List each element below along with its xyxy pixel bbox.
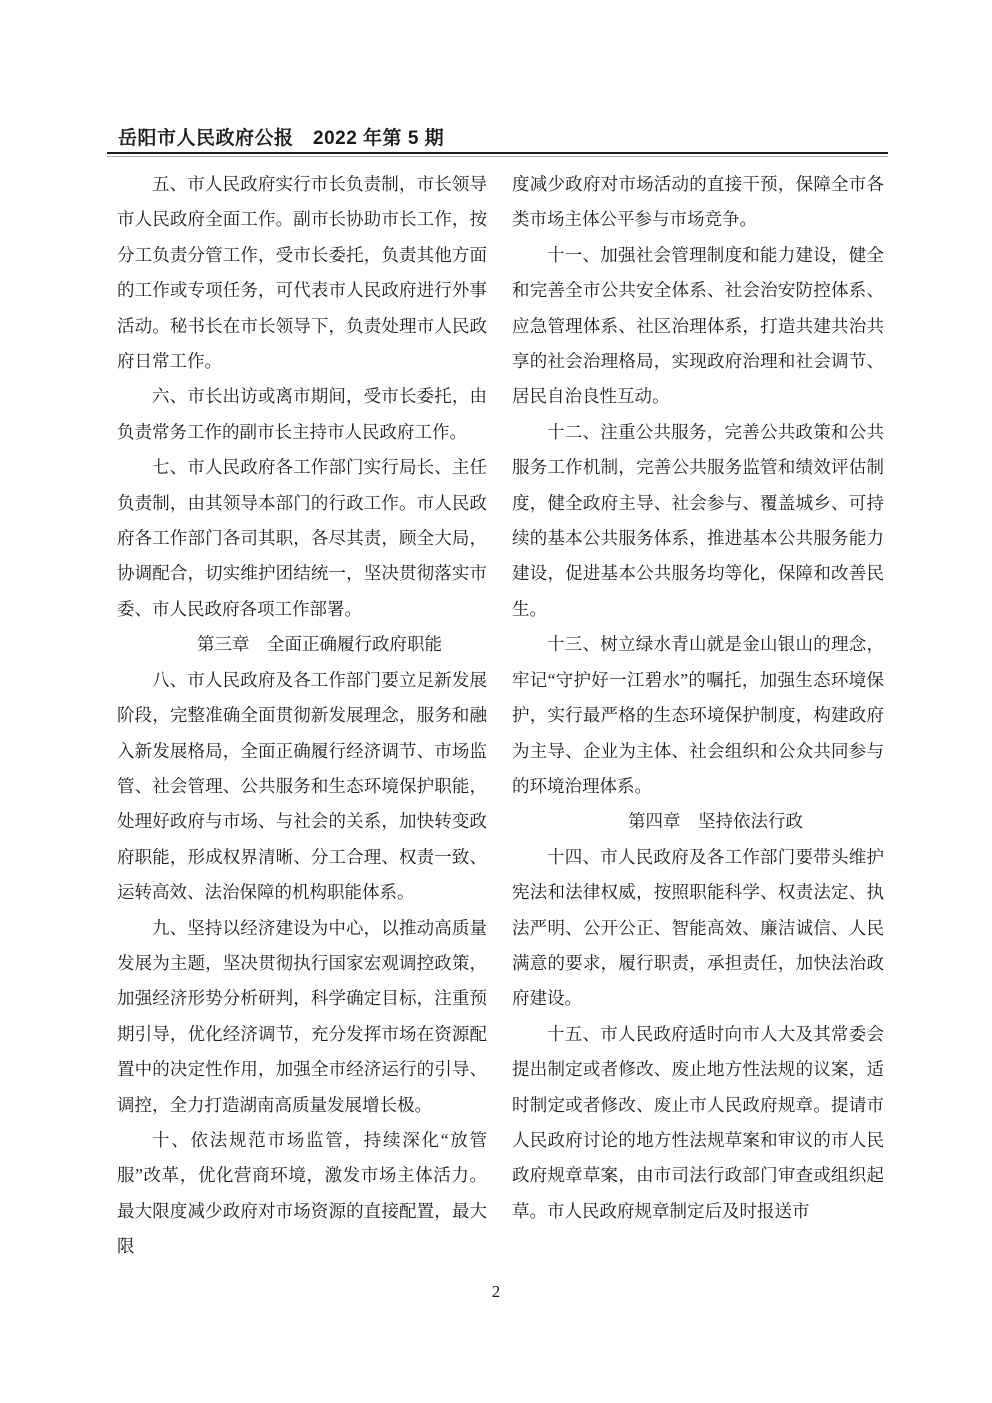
clause-7-paragraph: 七、市人民政府各工作部门实行局长、主任负责制，由其领导本部门的行政工作。市人民政府各工作部门各司其职，各尽其责，顾全大局，协调配合，切实维护团结统一，坚决贯彻落实市委、市人民政府各项工作部署。 <box>117 457 487 619</box>
clause-11-paragraph: 十一、加强社会管理制度和能力建设，健全和完善全市公共安全体系、社会治安防控体系、应急管理体系、社区治理体系，打造共建共治共享的社会治理格局，实现政府治理和社会调节、居民自治良性互动。 <box>512 244 884 407</box>
page-title: 岳阳市人民政府公报 2022 年第 5 期 <box>118 128 445 149</box>
clause-14-paragraph: 十四、市人民政府及各工作部门要带头维护宪法和法律权威，按照职能科学、权责法定、执法严明、公开公正、智能高效、廉洁诚信、人民满意的要求，履行职责，承担责任，加快法治政府建设。 <box>512 846 884 1009</box>
clause-12-paragraph: 十二、注重公共服务，完善公共政策和公共服务工作机制，完善公共服务监管和绩效评估制度，健全政府主导、社会参与、覆盖城乡、可持续的基本公共服务体系，推进基本公共服务能力建设，促进基本公共服务均等化，保障和改善民生。 <box>512 421 884 619</box>
page-number: 2 <box>491 1282 501 1301</box>
clause-13-paragraph: 十三、树立绿水青山就是金山银山的理念，牢记“守护好一江碧水”的嘱托，加强生态环境保护，实行最严格的生态环境保护制度，构建政府为主导、企业为主体、社会组织和公众共同参与的环境治理体系。 <box>512 634 884 796</box>
clause-9-paragraph: 九、坚持以经济建设为中心，以推动高质量发展为主题，坚决贯彻执行国家宏观调控政策，加强经济形势分析研判，科学确定目标，注重预期引导，优化经济调节，充分发挥市场在资源配置中的决定性作用，加强全市经济运行的引导、调控，全力打造湖南高质量发展增长极。 <box>117 917 487 1115</box>
clause-10-paragraph-part1: 十、依法规范市场监管，持续深化“放管服”改革，优化营商环境，激发市场主体活力。最大限度减少政府对市场资源的直接配置，最大限 <box>117 1129 487 1257</box>
clause-10-paragraph-part2: 度减少政府对市场活动的直接干预，保障全市各类市场主体公平参与市场竞争。 <box>512 174 884 230</box>
clause-8-paragraph: 八、市人民政府及各工作部门要立足新发展阶段，完整准确全面贯彻新发展理念，服务和融入新发展格局，全面正确履行经济调节、市场监管、社会管理、公共服务和生态环境保护职能，处理好政府与市场、与社会的关系，加快转变政府职能，形成权界清晰、分工合理、权责一致、运转高效、法治保障的机构职能体系。 <box>117 669 487 903</box>
chapter-4-heading: 第四章 坚持依法行政 <box>628 811 803 832</box>
clause-6-paragraph: 六、市长出访或离市期间，受市长委托，由负责常务工作的副市长主持市人民政府工作。 <box>117 386 487 442</box>
left-column <box>117 167 487 1265</box>
header-divider <box>107 152 888 157</box>
clause-15-paragraph-part1: 十五、市人民政府适时向市人大及其常委会提出制定或者修改、废止地方性法规的议案，适时制定或者修改、废止市人民政府规章。提请市人民政府讨论的地方性法规草案和审议的市人民政府规章草案，由市司法行政部门审查或组织起草。市人民政府规章制定后及时报送市 <box>512 1023 884 1221</box>
chapter-3-heading: 第三章 全面正确履行政府职能 <box>197 634 442 655</box>
right-column <box>512 167 884 1229</box>
clause-5-paragraph: 五、市人民政府实行市长负责制，市长领导市人民政府全面工作。副市长协助市长工作，按分工负责分管工作，受市长委托，负责其他方面的工作或专项任务，可代表市人民政府进行外事活动。秘书长在市长领导下，负责处理市人民政府日常工作。 <box>117 174 487 372</box>
